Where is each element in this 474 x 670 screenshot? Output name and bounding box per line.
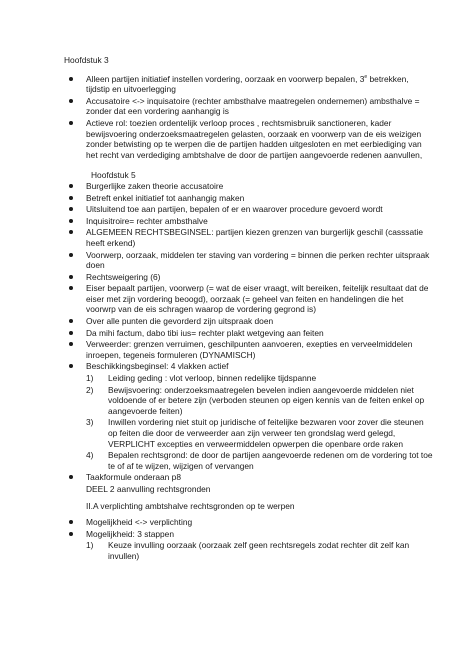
list-item-text: Da mihi factum, dabo tibi ius= rechter plakt wetgeving aan feiten: [86, 327, 324, 338]
list-item: [64, 529, 434, 540]
bullet-icon: [69, 99, 73, 103]
list-item-text: Actieve rol: toezien ordentelijk verloop proces , rechtsmisbruik sanctioneren, kader bewijsvoering onderzoeksmaatregelen gelasten, oorzaak en voorwerp van de eis weizigen zonder betwisting op te werpen die de partijen hadden uitgesloten en met eerbiediging van het recht van verdediging ambtshalve de door de partijen aangevoerde redenen aanvullen,: [86, 117, 423, 160]
numbered-item-text: Leiding geding : vlot verloop, binnen redelijke tijdspanne: [108, 373, 317, 384]
list-item: [64, 216, 434, 227]
bullet-icon: [69, 219, 73, 223]
bullet-icon: [69, 319, 73, 323]
list-item: [64, 472, 434, 483]
chapter-5-heading: Hoofdstuk 5: [91, 170, 136, 181]
numbered-item: [86, 450, 434, 471]
list-item: [64, 181, 434, 192]
stappen-list: [64, 540, 434, 561]
list-item-text-tail: betrekken, tijdstip en uitvoerlegging: [86, 73, 409, 95]
list-item: [64, 204, 434, 215]
list-item-text: Beschikkingsbeginsel: 4 vlakken actief: [86, 361, 229, 372]
list-item: [64, 74, 434, 95]
bullet-icon: [69, 520, 73, 524]
item-number: 1): [86, 373, 94, 384]
item-number: 1): [86, 540, 94, 551]
list-item-text: Over alle punten die gevorderd zijn uitspraak doen: [86, 316, 274, 327]
list-item: [64, 517, 434, 528]
bullet-icon: [69, 230, 73, 234]
taak-list: [64, 472, 434, 483]
bullet-icon: [69, 475, 73, 479]
bullet-icon: [69, 77, 73, 81]
bullet-icon: [69, 275, 73, 279]
numbered-item: [86, 385, 434, 417]
list-item: [64, 250, 434, 271]
bullet-icon: [69, 121, 73, 125]
list-item: [64, 339, 434, 360]
list-item: [64, 193, 434, 204]
list-item: [64, 118, 434, 160]
list-item-text: Verweerder: grenzen verruimen, geschilpunten aanvoeren, exepties en verveelmiddelen inroepen, tegeneis formuleren (DYNAMISCH): [86, 339, 413, 360]
list-item-text: Alleen partijen initiatief instellen vordering, oorzaak en voorwerp bepalen, 3: [86, 73, 365, 84]
list-item: [64, 316, 434, 327]
list-item: [64, 272, 434, 283]
numbered-item: [86, 373, 434, 384]
bullet-icon: [69, 253, 73, 257]
list-item-text: Betreft enkel initiatief tot aanhangig maken: [86, 192, 245, 203]
section-list: [64, 517, 434, 539]
list-item-text: Voorwerp, oorzaak, middelen ter staving van vordering = binnen die perken rechter uitspraak doen: [86, 249, 430, 271]
bullet-icon: [69, 207, 73, 211]
list-item: [64, 227, 434, 248]
beschikkingsbeginsel-list: [64, 373, 434, 471]
list-item-text: ALGEMEEN RECHTSBEGINSEL: partijen kiezen grenzen van burgerlijk geschil (casssatie heeft erkend): [86, 227, 423, 248]
numbered-item: [86, 540, 434, 561]
bullet-icon: [69, 196, 73, 200]
list-item-text: Uitsluitend toe aan partijen, bepalen of er en waarover procedure gevoerd wordt: [86, 204, 383, 215]
bullet-icon: [69, 331, 73, 335]
numbered-item: [86, 417, 434, 449]
list-item-text: Burgerlijke zaken theorie accusatoire: [86, 180, 224, 191]
list-item-text: Mogelijkheid: 3 stappen: [86, 528, 174, 539]
item-number: 4): [86, 450, 94, 461]
list-item-text: Mogelijkheid <-> verplichting: [86, 517, 193, 528]
bullet-icon: [69, 184, 73, 188]
bullet-icon: [69, 364, 73, 368]
chapter-3-list: [64, 74, 434, 161]
list-item-text: Taakformule onderaan p8: [86, 472, 181, 483]
list-item: [64, 328, 434, 339]
list-item-text: Rechtsweigering (6): [86, 271, 161, 282]
list-item: [64, 96, 434, 117]
deel-2-line: DEEL 2 aanvulling rechtsgronden: [86, 483, 211, 494]
list-item-text: Inquisitroire= rechter ambsthalve: [86, 215, 208, 226]
section-title: II.A verplichting ambtshalve rechtsgronden op te werpen: [86, 500, 295, 511]
bullet-icon: [69, 342, 73, 346]
numbered-item-text: Bepalen rechtsgrond: de door de partijen aangevoerde redenen om de vordering tot toe te of af te wijzen, wijzigen of vervangen: [108, 450, 433, 471]
item-number: 2): [86, 384, 94, 395]
list-item-text: Eiser bepaalt partijen, voorwerp (= wat de eiser vraagt, wilt bereiken, feitelijk resultaat dat de eiser met zijn vordering beoogd), oorzaak (= geheel van feiten en handelingen die het voorwrp van de eis schragen waarop de vordering gegrond is): [86, 283, 429, 315]
bullet-icon: [69, 286, 73, 290]
chapter-3-heading: Hoofdstuk 3: [64, 55, 109, 65]
bullet-icon: [69, 532, 73, 536]
list-item: [64, 283, 434, 315]
chapter-5-list: [64, 181, 434, 372]
superscript: e: [364, 73, 368, 80]
numbered-item-text: Inwillen vordering niet stuit op juridische of feitelijke bezwaren voor zover die steunen op feiten die door de verweerder aan zijn verweer ten grondslag werd gelegd, VERPLICHT excepties en verweermiddelen opwerpen die openbare orde raken: [108, 417, 424, 449]
list-item: [64, 361, 434, 372]
numbered-item-text: Keuze invulling oorzaak (oorzaak zelf geen rechtsregels zodat rechter dit zelf kan invullen): [108, 540, 410, 561]
list-item-text: Accusatoire <-> inquisatoire (rechter ambsthalve maatregelen ondernemen) ambsthalve = zonder dat een vordering aanhangig is: [86, 95, 420, 117]
numbered-item-text: Bewijsvoering: onderzoeksmaatregelen bevelen indien aangevoerde middelen niet voldoende of er betere zijn (verboden steunen op eigen kennis van de feiten enkel op aangevoerde feiten): [108, 384, 425, 416]
item-number: 3): [86, 417, 94, 428]
